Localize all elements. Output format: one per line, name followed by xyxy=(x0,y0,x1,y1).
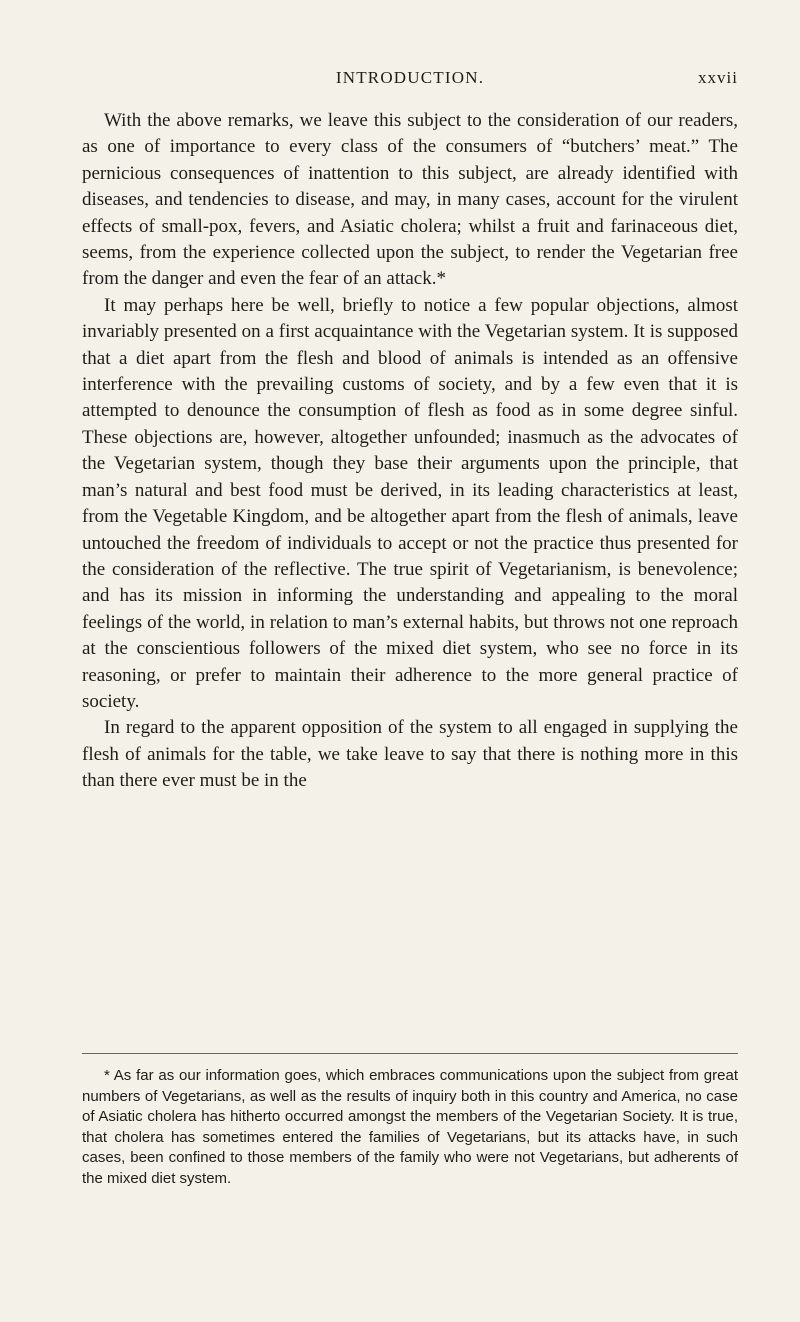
page-header xyxy=(82,68,738,92)
footnote xyxy=(82,1066,738,1190)
footnote-text: * As far as our information goes, which embraces communications upon the subject from great numbers of Vegetarians, as well as the results of inquiry both in this country and America, no case of Asiatic cholera has hitherto occurred amongst the members of the Vegetarian Society. It is true, that cholera has sometimes entered the families of Vegetarians, but its attacks have, in such cases, been confined to those members of the family who were not Vegetarians, but adherents of the mixed diet system. xyxy=(82,1067,738,1187)
footnote-rule xyxy=(82,1053,738,1054)
page-number: xxvii xyxy=(698,68,738,87)
paragraph: With the above remarks, we leave this subject to the consideration of our readers, as one of importance to every class of the consumers of “butchers’ meat.” The pernicious consequences of inattention to this subject, are already identified with diseases, and tendencies to disease, and may, in many cases, account for the virulent effects of small-pox, fevers, and Asiatic cholera; whilst a fruit and farinaceous diet, seems, from the experience collected upon the subject, to render the Vegetarian free from the danger and even the fear of an attack.* xyxy=(82,110,738,290)
paragraph: It may perhaps here be well, briefly to notice a few popular objections, almost invariably presented on a first acquaintance with the Vegetarian system. It is supposed that a diet apart from the flesh and blood of animals is intended as an offensive interference with the prevailing customs of society, and by a few even that it is attempted to denounce the consumption of flesh as food as in some degree sinful. These objections are, however, altogether unfounded; inasmuch as the advocates of the Vegetarian system, though they base their arguments upon the principle, that man’s natural and best food must be derived, in its leading characteristics at least, from the Vegetable Kingdom, and be altogether apart from the flesh of animals, leave untouched the freedom of individuals to accept or not the practice thus presented for the consideration of the reflective. The true spirit of Vegetarianism, is benevolence; and has its mission in informing the understanding and appealing to the moral feelings of the world, in relation to man’s external habits, but throws not one reproach at the conscientious followers of the mixed diet system, who see no force in its reasoning, or prefer to maintain their adherence to the more general practice of society. xyxy=(82,294,738,712)
paragraph: In regard to the apparent opposition of the system to all engaged in supplying the flesh of animals for the table, we take leave to say that there is nothing more in this than there ever must be in the xyxy=(82,717,738,792)
running-title: INTRODUCTION. xyxy=(335,68,485,87)
main-text xyxy=(82,108,738,795)
